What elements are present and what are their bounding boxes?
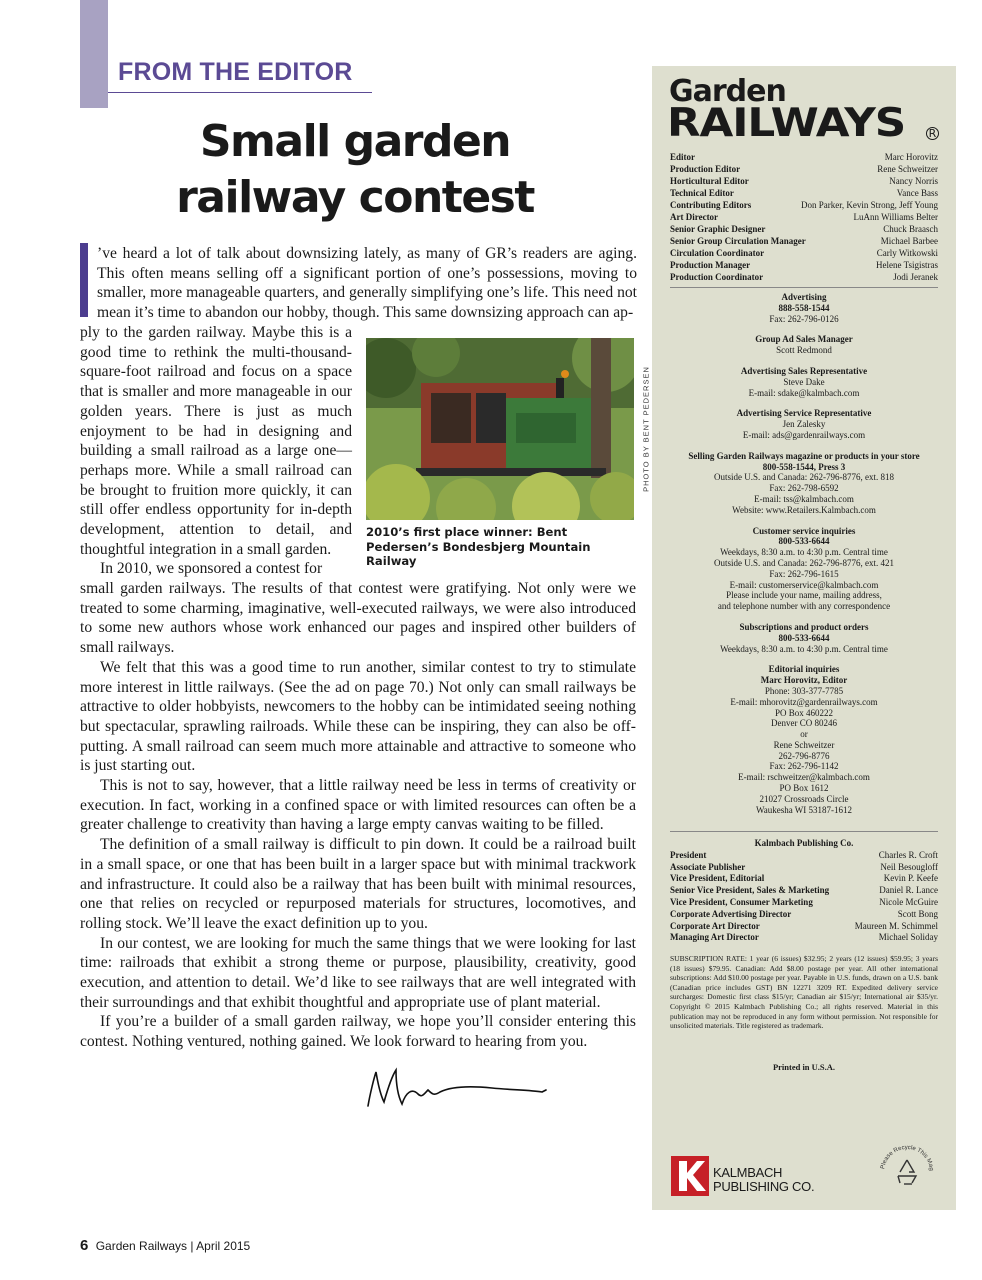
contact-line: Please include your name, mailing address, (726, 590, 882, 601)
staff-role: Production Coordinator (670, 272, 764, 282)
staff-name: Chuck Braasch (883, 224, 938, 234)
header-accent-bar (80, 0, 108, 108)
contact-heading: Advertising Service Representative (736, 408, 872, 419)
printed-in-label: Printed in U.S.A. (772, 1062, 836, 1072)
intro-paragraph: ’ve heard a lot of talk about downsizing lately, as many of GR’s readers are aging. This often means selling off a significant portion of one’s possessions, moving to smaller, more manageable quarters, and generally simplifying one’s life. This need not mean it’s time to abandon our hobby, though. This same downsizing approach can ap- (97, 245, 637, 322)
contact-line: Fax: 262-796-0126 (769, 313, 839, 324)
contact-line: Rene Schweitzer (773, 739, 835, 750)
contact-line: 800-533-6644 (778, 632, 830, 643)
staff-name: Carly Witkowski (876, 248, 938, 258)
staff-name: Vance Bass (896, 188, 938, 198)
photo-caption: 2010’s first place winner: Bent Pedersen’s Bondesbjerg Mountain Railway (366, 525, 591, 568)
paragraph-1-continued: ply to the garden railway. Maybe this is a good time to rethink the multi-thousand-square-foot railroad and focus on a space that is smaller and more manageable in our golden years. There is just as much enjoyment to be had in designing and building a small railroad as a large one—perhaps more. While a small railroad can be brought to fruition more quickly, it can still offer endless opportunity for in-depth development, attention to detail, and thoughtful integration in a small garden. (80, 324, 352, 558)
staff-role: Senior Graphic Designer (670, 224, 766, 234)
staff-name: Michael Barbee (880, 236, 938, 246)
officer-row (670, 850, 938, 862)
contact-line: Denver CO 80246 (771, 718, 837, 729)
paragraph-5: The definition of a small railway is difficult to pin down. It could be a railroad built in a small space, or one that has been built in a larger space but with minimal trackwork and infrastructure. It could also be a railway that has been built with minimal resources, one that relies on recycled or repurposed materials for structures, locomotives, and rolling stock. We’ll leave the exact definition up to you. (80, 836, 636, 932)
page-footer (80, 1237, 250, 1254)
officer-role: Senior Vice President, Sales & Marketing (670, 885, 830, 896)
paragraph-7: If you’re a builder of a small garden railway, we hope you’ll consider entering this contest. Nothing ventured, nothing gained. We look forward to hearing from you. (80, 1013, 636, 1051)
contact-block (670, 526, 938, 612)
recycle-text: Please Recycle This Mag (880, 1144, 935, 1172)
contact-block (670, 451, 938, 516)
contact-line: and telephone number with any correspondence (717, 601, 891, 612)
contact-line: 800-558-1544, Press 3 (762, 461, 846, 472)
publisher-block (670, 838, 938, 944)
editor-signature (362, 1064, 548, 1114)
publication-line: Garden Railways | April 2015 (95, 1239, 251, 1253)
staff-role: Production Editor (670, 164, 741, 174)
staff-role: Technical Editor (670, 188, 734, 198)
contact-block (670, 334, 938, 356)
contact-heading: Editorial inquiries (768, 664, 840, 675)
contact-line: Outside U.S. and Canada: 262-796-8776, ext. 818 (714, 472, 894, 483)
officer-row (670, 897, 938, 909)
staff-row (670, 187, 938, 199)
paragraph-2-start: In 2010, we sponsored a contest for (100, 560, 323, 578)
contact-line: Fax: 262-798-6592 (769, 483, 839, 494)
officer-role: Corporate Advertising Director (670, 908, 792, 919)
officer-row (670, 909, 938, 921)
staff-role: Editor (670, 152, 696, 162)
contact-line: Marc Horovitz, Editor (760, 675, 848, 686)
officer-role: Vice President, Consumer Marketing (670, 896, 813, 907)
staff-row (670, 271, 938, 283)
officer-row (670, 873, 938, 885)
contact-line: Steve Dake (783, 376, 825, 387)
contact-line: PO Box 1612 (779, 783, 829, 794)
contact-line: 800-533-6644 (778, 536, 830, 547)
contact-block (670, 664, 938, 815)
contact-line: 262-796-8776 (778, 750, 830, 761)
contact-line: Weekdays, 8:30 a.m. to 4:30 p.m. Central time (720, 547, 888, 558)
contact-heading: Subscriptions and product orders (739, 621, 869, 632)
contact-line: Outside U.S. and Canada: 262-796-8776, ext. 421 (714, 557, 894, 568)
contact-line: Fax: 262-796-1142 (769, 761, 839, 772)
staff-row (670, 247, 938, 259)
kalmbach-line-1: KALMBACH (713, 1165, 783, 1180)
contact-block (670, 408, 938, 440)
staff-name: Helene Tsigistras (876, 260, 938, 270)
contact-heading: Selling Garden Railways magazine or products in your store (688, 450, 920, 461)
contact-line: Scott Redmond (776, 345, 832, 356)
paragraph-3: We felt that this was a good time to run another, similar contest to try to stimulate more interest in little railways. (See the ad on page 70.) Not only can small railways be attractive to older hobbyists, newcomers to the hobby can be intimidated seeing nothing but spectacular, sprawling railroads. While these can be inspiring, they can also be off-putting. A small railroad can seem much more attainable and attractive to someone who is just starting out. (80, 658, 636, 775)
contact-line: or (800, 729, 808, 740)
contact-heading: Customer service inquiries (752, 525, 856, 536)
contact-line: E-mail: ads@gardenrailways.com (742, 429, 866, 440)
header-rule (108, 92, 372, 93)
staff-name: LuAnn Williams Belter (853, 212, 938, 222)
kalmbach-line-2: PUBLISHING CO. (713, 1179, 815, 1194)
contact-block (670, 292, 938, 324)
officer-role: Corporate Art Director (670, 920, 760, 931)
officer-name: Neil Besougloff (880, 861, 938, 872)
contact-block (670, 366, 938, 398)
officer-role: Managing Art Director (670, 932, 759, 943)
officer-name: Kevin P. Keefe (883, 873, 938, 884)
photo-credit (640, 338, 652, 520)
masthead-divider (670, 831, 938, 832)
officer-role: Associate Publisher (670, 861, 746, 872)
contact-line: Phone: 303-377-7785 (764, 685, 844, 696)
officer-name: Michael Soliday (878, 932, 938, 943)
subscription-fine-print: SUBSCRIPTION RATE: 1 year (6 issues) $32.95; 2 years (12 issues) $59.95; 3 years (18 issues) $79.95. Canadian: Add $8.00 postage per year. All other international subscriptions: Add $10.00 postage per year. Payable in U.S. funds, drawn on a U.S. bank (Canadian price includes GST) BN 12271 3209 RT. Expedited delivery service surcharges: Domestic first class $15/yr; Canadian air $15/yr; International air $35/yr. Copyright © 2015 Kalmbach Publishing Co.; all rights reserved. Material in this publication may not be reproduced in any form without permission. Not responsible for unsolicited materials. Title registered as trademark. (670, 954, 938, 1031)
kalmbach-k-logo-icon (671, 1156, 709, 1196)
officer-name: Scott Bong (897, 908, 938, 919)
staff-role: Contributing Editors (670, 200, 752, 210)
contact-line: PO Box 460222 (774, 707, 833, 718)
officer-name: Charles R. Croft (878, 849, 938, 860)
page-number: 6 (80, 1237, 89, 1254)
contact-line: 21027 Crossroads Circle (759, 793, 849, 804)
paragraph-2-continued: small garden railways. The results of that contest were gratifying. Not only were we treated to some charming, imaginative, well-executed railways, we were also introduced to some new authors whose work enhanced our pages and inspired other builders of small railways. (80, 580, 636, 657)
recycle-icon (876, 1136, 938, 1198)
publisher-title: Kalmbach Publishing Co. (754, 838, 854, 848)
contact-line: Weekdays, 8:30 a.m. to 4:30 p.m. Central time (720, 643, 888, 654)
officer-role: Vice President, Editorial (670, 873, 765, 884)
staff-row (670, 163, 938, 175)
officer-role: President (670, 849, 707, 860)
contact-line: E-mail: customerservice@kalmbach.com (729, 579, 879, 590)
staff-name: Rene Schweitzer (877, 164, 938, 174)
contact-line: Waukesha WI 53187-1612 (755, 804, 853, 815)
contact-heading: Group Ad Sales Manager (755, 334, 853, 345)
drop-cap (80, 243, 88, 317)
staff-role: Circulation Coordinator (670, 248, 765, 258)
staff-role: Horticultural Editor (670, 176, 749, 186)
officer-row (670, 862, 938, 874)
paragraph-6: In our contest, we are looking for much the same things that we were looking for last time: railroads that exhibit a strong theme or purpose, plausibility, creativity, good execution, and attention to detail. We’d like to see railways that are well integrated with their surroundings and that exhibit thoughtful and appropriate use of plant material. (80, 934, 636, 1011)
svg-text:Please Recycle This Magazine (876, 1136, 934, 1171)
contact-heading: Advertising (781, 292, 827, 302)
officer-name: Maureen M. Schimmel (854, 920, 938, 931)
magazine-logo-railways: RAILWAYS (667, 101, 906, 146)
contact-line: E-mail: sdake@kalmbach.com (748, 387, 860, 398)
staff-name: Nancy Norris (889, 176, 938, 186)
staff-list (670, 151, 938, 283)
masthead-divider (670, 287, 938, 288)
staff-name: Jodi Jeranek (893, 272, 938, 282)
staff-role: Art Director (670, 212, 719, 222)
staff-row (670, 175, 938, 187)
contact-line: 888-558-1544 (778, 302, 830, 313)
officer-row (670, 932, 938, 944)
staff-row (670, 151, 938, 163)
railway-photo (366, 338, 634, 520)
contact-line: E-mail: mhorovitz@gardenrailways.com (730, 696, 878, 707)
headline: Small garden railway contest (176, 116, 534, 223)
registered-mark-icon: R (926, 127, 939, 140)
officer-row (670, 885, 938, 897)
officer-name: Nicole McGuire (879, 896, 938, 907)
photo-credit-text: PHOTO BY BENT PEDERSEN (641, 366, 651, 492)
kalmbach-wordmark (713, 1166, 814, 1194)
contact-blocks (670, 292, 938, 825)
officers-list (670, 850, 938, 944)
contact-heading: Advertising Sales Representative (740, 365, 868, 376)
staff-role: Production Manager (670, 260, 751, 270)
staff-role: Senior Group Circulation Manager (670, 236, 806, 246)
staff-row (670, 235, 938, 247)
contact-line: Jen Zalesky (782, 419, 826, 430)
section-label: FROM THE EDITOR (118, 58, 353, 86)
contact-line: E-mail: rschweitzer@kalmbach.com (738, 772, 870, 783)
magazine-logo-garden: Garden (669, 74, 786, 109)
contact-line: Fax: 262-796-1615 (769, 568, 839, 579)
staff-row (670, 223, 938, 235)
staff-row (670, 211, 938, 223)
officer-name: Daniel R. Lance (879, 885, 938, 896)
paragraph-4: This is not to say, however, that a little railway need be less in terms of creativity or execution. In fact, working in a confined space or with limited resources can often be a greater challenge to creativity than having a large empty canvas waiting to be filled. (80, 777, 636, 834)
full-column (80, 579, 636, 1052)
staff-name: Don Parker, Kevin Strong, Jeff Young (801, 200, 938, 210)
officer-row (670, 921, 938, 933)
staff-name: Marc Horovitz (884, 152, 938, 162)
staff-row (670, 199, 938, 211)
contact-line: Website: www.Retailers.Kalmbach.com (732, 504, 876, 515)
contact-block (670, 622, 938, 654)
contact-line: E-mail: tss@kalmbach.com (754, 493, 854, 504)
narrow-column (80, 323, 352, 579)
staff-row (670, 259, 938, 271)
